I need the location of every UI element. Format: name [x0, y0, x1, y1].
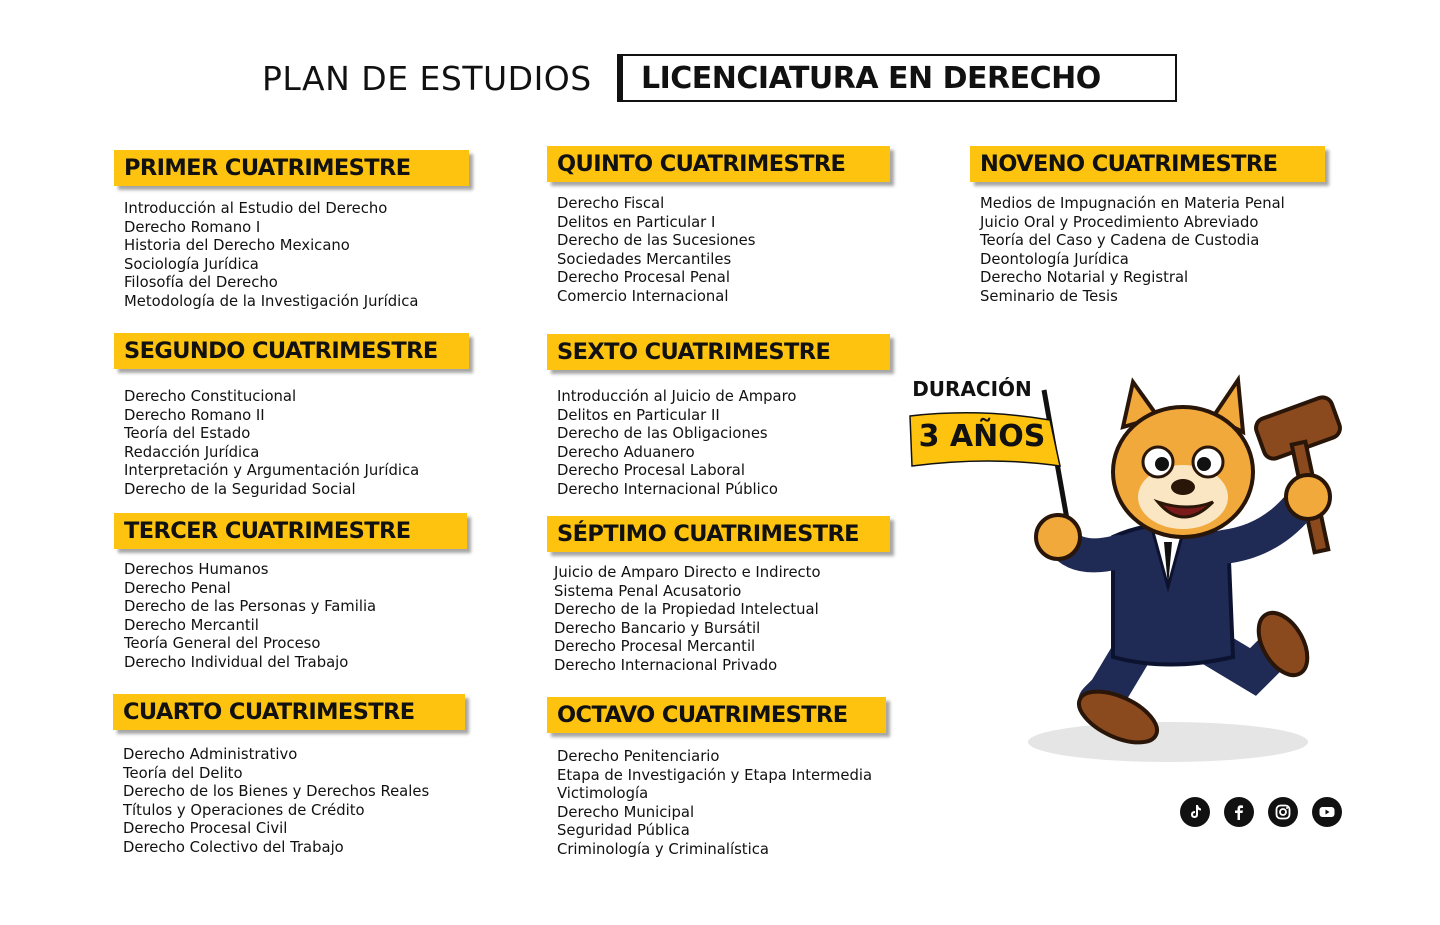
course-item: Derecho Constitucional	[124, 388, 297, 405]
course-item: Etapa de Investigación y Etapa Intermedia	[557, 766, 873, 784]
course-item: Derecho Procesal Civil	[123, 820, 288, 838]
course-item: Sociedades Mercantiles	[557, 250, 732, 268]
course-item: Derecho Individual del Trabajo	[124, 653, 349, 671]
facebook-icon[interactable]	[1224, 797, 1254, 827]
course-item: Derecho Fiscal	[557, 195, 665, 212]
duration-value: 3 AÑOS	[918, 419, 1046, 454]
term-title: SEGUNDO CUATRIMESTRE	[114, 333, 469, 369]
term-title: NOVENO CUATRIMESTRE	[970, 146, 1325, 182]
course-item: Teoría del Caso y Cadena de Custodia	[980, 232, 1260, 250]
course-list	[114, 388, 469, 500]
course-list	[547, 748, 886, 860]
course-item: Derecho Notarial y Registral	[980, 269, 1189, 287]
course-item: Seguridad Pública	[557, 822, 690, 840]
course-item: Seminario de Tesis	[980, 287, 1118, 305]
course-item: Derecho Romano I	[124, 218, 261, 236]
social-links	[1180, 797, 1342, 827]
course-item: Delitos en Particular II	[557, 406, 720, 424]
course-item: Derecho Penitenciario	[557, 748, 720, 765]
term-5	[547, 146, 890, 307]
course-item: Introducción al Juicio de Amparo	[557, 388, 797, 405]
course-list	[547, 564, 890, 676]
instagram-icon[interactable]	[1268, 797, 1298, 827]
course-item: Derecho de la Seguridad Social	[124, 480, 356, 498]
course-item: Derecho Romano II	[124, 406, 265, 424]
course-item: Deontología Jurídica	[980, 250, 1129, 268]
course-list	[113, 746, 465, 858]
term-6	[547, 334, 890, 500]
term-title: CUARTO CUATRIMESTRE	[113, 694, 465, 730]
duration-label: DURACIÓN	[912, 377, 1032, 401]
course-item: Teoría General del Proceso	[124, 635, 321, 653]
course-item: Juicio de Amparo Directo e Indirecto	[554, 564, 821, 581]
term-4	[113, 694, 465, 858]
course-item: Derecho Bancario y Bursátil	[554, 619, 761, 637]
course-item: Juicio Oral y Procedimiento Abreviado	[980, 213, 1259, 231]
course-item: Teoría del Delito	[123, 764, 243, 782]
term-title: QUINTO CUATRIMESTRE	[547, 146, 890, 182]
term-title: OCTAVO CUATRIMESTRE	[547, 697, 886, 733]
term-title: SÉPTIMO CUATRIMESTRE	[547, 516, 890, 552]
course-item: Derecho Colectivo del Trabajo	[123, 838, 344, 856]
program-title-box	[617, 54, 1177, 102]
course-item: Títulos y Operaciones de Crédito	[123, 801, 365, 819]
course-item: Derecho Penal	[124, 579, 231, 597]
course-item: Derecho Mercantil	[124, 616, 259, 634]
course-item: Sociología Jurídica	[124, 255, 259, 273]
course-item: Derecho Procesal Mercantil	[554, 638, 756, 656]
course-list	[547, 388, 890, 500]
course-item: Metodología de la Investigación Jurídica	[124, 292, 419, 310]
course-list	[547, 195, 890, 307]
course-item: Derecho Procesal Laboral	[557, 462, 745, 480]
course-item: Derecho Internacional Público	[557, 480, 778, 498]
course-item: Teoría del Estado	[124, 425, 251, 443]
term-title: TERCER CUATRIMESTRE	[114, 513, 467, 549]
course-item: Interpretación y Argumentación Jurídica	[124, 462, 420, 480]
term-9	[970, 146, 1325, 307]
program-title: LICENCIATURA EN DERECHO	[641, 60, 1101, 96]
term-2	[114, 333, 469, 500]
course-item: Delitos en Particular I	[557, 213, 716, 231]
course-item: Derecho de la Propiedad Intelectual	[554, 601, 819, 619]
term-title: SEXTO CUATRIMESTRE	[547, 334, 890, 370]
course-item: Criminología y Criminalística	[557, 840, 769, 858]
course-item: Derecho Administrativo	[123, 746, 298, 763]
course-item: Derecho Procesal Penal	[557, 269, 730, 287]
course-item: Derecho Internacional Privado	[554, 656, 778, 674]
page-header	[262, 54, 1177, 102]
course-item: Medios de Impugnación en Materia Penal	[980, 195, 1285, 212]
course-item: Derecho de las Sucesiones	[557, 232, 756, 250]
course-item: Historia del Derecho Mexicano	[124, 237, 350, 255]
course-item: Derecho Aduanero	[557, 443, 695, 461]
term-1	[114, 150, 469, 312]
tiktok-icon[interactable]	[1180, 797, 1210, 827]
term-8	[547, 697, 886, 860]
plan-label: PLAN DE ESTUDIOS	[262, 58, 592, 98]
term-3	[114, 513, 467, 673]
course-item: Derecho de las Obligaciones	[557, 425, 768, 443]
course-item: Comercio Internacional	[557, 287, 729, 305]
course-item: Redacción Jurídica	[124, 443, 260, 461]
course-list	[114, 561, 467, 673]
course-item: Introducción al Estudio del Derecho	[124, 200, 388, 217]
youtube-icon[interactable]	[1312, 797, 1342, 827]
course-item: Derecho de los Bienes y Derechos Reales	[123, 783, 430, 801]
course-item: Derechos Humanos	[124, 561, 269, 578]
term-7	[547, 516, 890, 676]
term-title: PRIMER CUATRIMESTRE	[114, 150, 469, 186]
course-item: Derecho de las Personas y Familia	[124, 598, 377, 616]
course-item: Sistema Penal Acusatorio	[554, 582, 742, 600]
course-list	[114, 200, 469, 312]
course-item: Derecho Municipal	[557, 803, 695, 821]
course-item: Filosofía del Derecho	[124, 274, 278, 292]
course-item: Victimología	[557, 785, 649, 803]
lynx-mascot-icon	[1018, 372, 1378, 772]
course-list	[970, 195, 1325, 307]
